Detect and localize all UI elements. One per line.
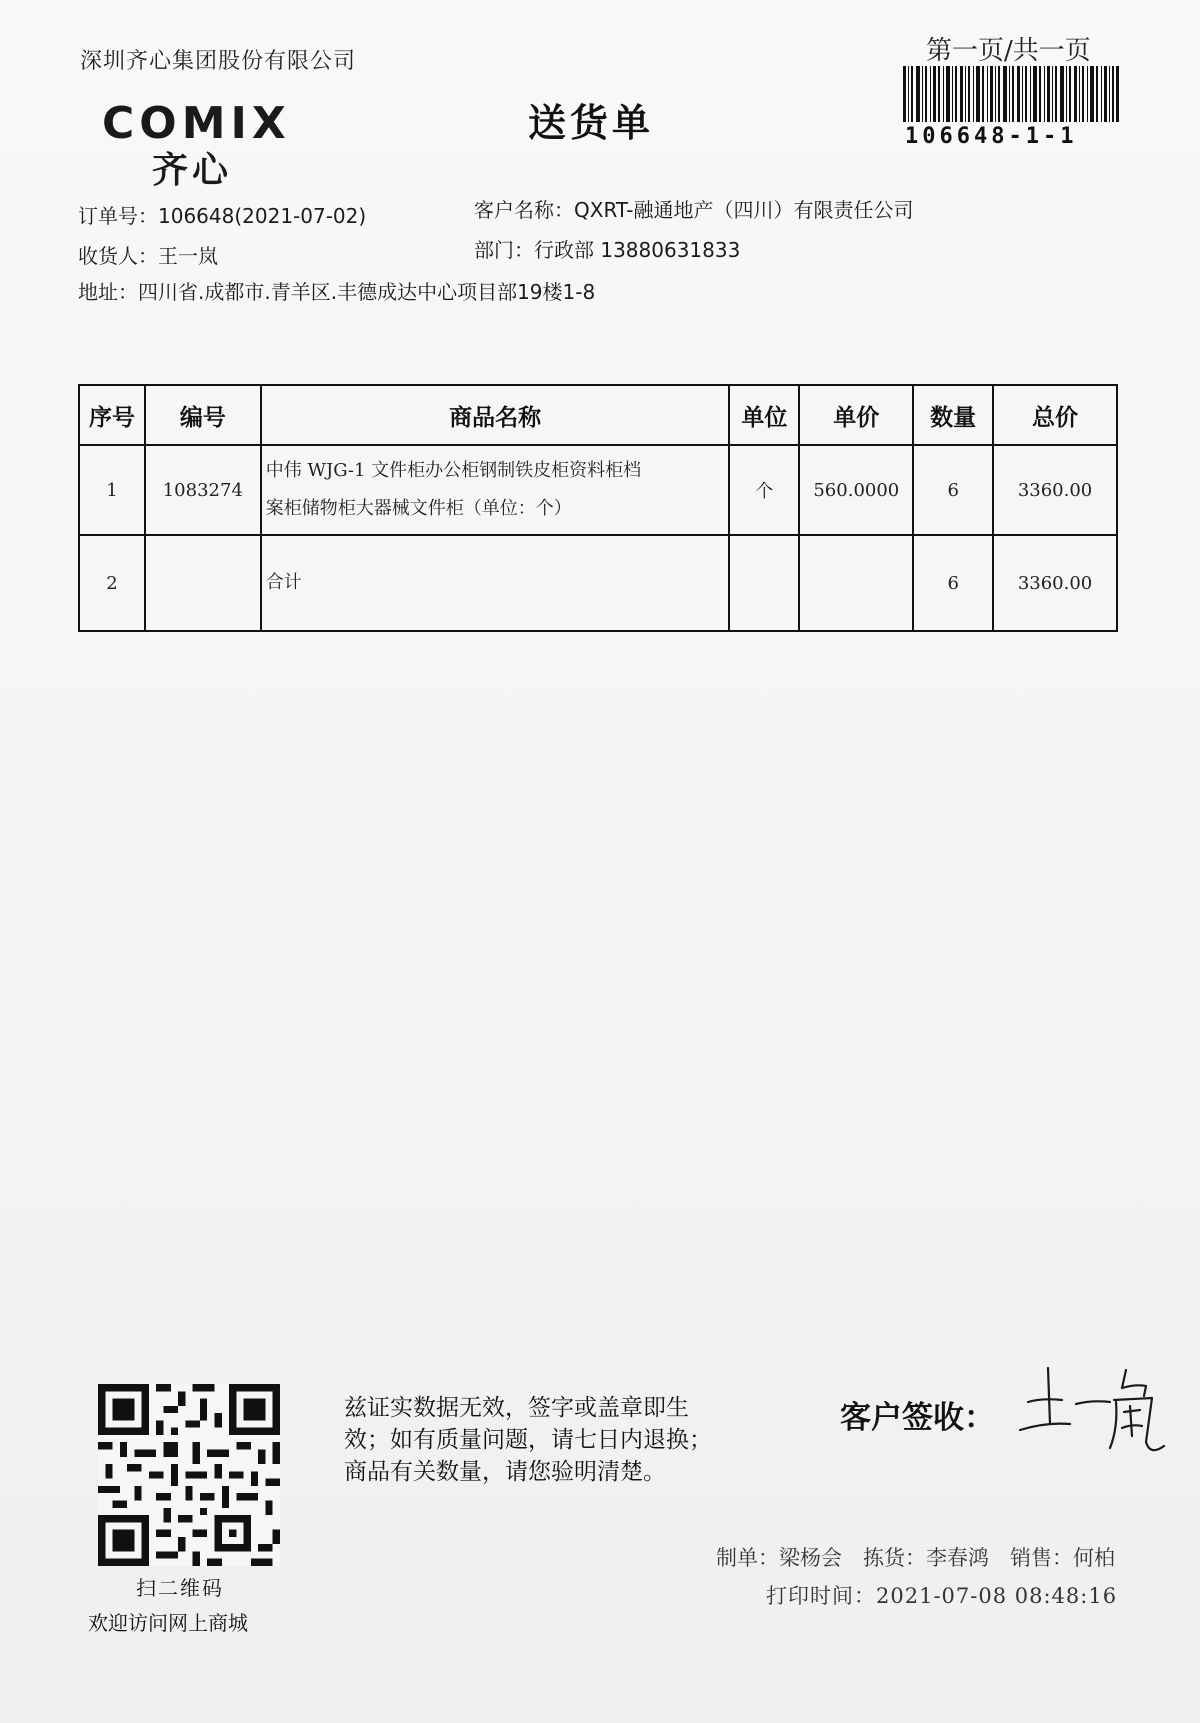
notice-line: 效；如有质量问题，请七日内退换； bbox=[344, 1427, 712, 1453]
table-row bbox=[79, 445, 1117, 535]
cell-name: 合计 bbox=[261, 535, 730, 631]
col-header-qty: 数量 bbox=[913, 385, 993, 445]
col-header-code: 编号 bbox=[145, 385, 261, 445]
cell-unit bbox=[729, 535, 799, 631]
cell-name-line2: 案柜储物柜大器械文件柜（单位：个） bbox=[265, 498, 572, 519]
qr-code bbox=[98, 1384, 280, 1566]
cell-qty: 6 bbox=[913, 445, 993, 535]
col-header-price: 单价 bbox=[799, 385, 913, 445]
items-table bbox=[78, 384, 1118, 632]
comix-logo: COMIX bbox=[102, 98, 291, 149]
col-header-unit: 单位 bbox=[729, 385, 799, 445]
notice-line: 商品有关数量，请您验明清楚。 bbox=[344, 1459, 666, 1485]
table-row-total bbox=[79, 535, 1117, 631]
table-header-row bbox=[79, 385, 1117, 445]
company-name: 深圳齐心集团股份有限公司 bbox=[80, 49, 357, 74]
cell-code bbox=[145, 535, 261, 631]
notice-text bbox=[344, 1392, 754, 1488]
cell-price: 560.0000 bbox=[799, 445, 913, 535]
cell-code: 1083274 bbox=[145, 445, 261, 535]
cell-total: 3360.00 bbox=[993, 445, 1117, 535]
order-number: 订单号：106648(2021-07-02) bbox=[78, 204, 367, 228]
customer-sign-label: 客户签收： bbox=[840, 1400, 995, 1436]
barcode bbox=[903, 66, 1119, 122]
department: 部门：行政部 13880631833 bbox=[474, 238, 741, 262]
comix-logo-chinese: 齐心 bbox=[152, 150, 233, 191]
cell-price bbox=[799, 535, 913, 631]
col-header-name: 商品名称 bbox=[261, 385, 730, 445]
cell-seq: 2 bbox=[79, 535, 145, 631]
cell-unit: 个 bbox=[729, 445, 799, 535]
handwritten-signature bbox=[1018, 1362, 1168, 1460]
cell-name bbox=[261, 445, 730, 535]
staff-line: 制单：梁杨会 拣货：李春鸿 销售：何柏 bbox=[716, 1546, 1115, 1570]
col-header-seq: 序号 bbox=[79, 385, 145, 445]
address: 地址：四川省.成都市.青羊区.丰德成达中心项目部19楼1-8 bbox=[78, 280, 596, 304]
receiver: 收货人：王一岚 bbox=[78, 244, 218, 268]
barcode-number: 106648-1-1 bbox=[905, 124, 1078, 149]
cell-total: 3360.00 bbox=[993, 535, 1117, 631]
page-count: 第一页/共一页 bbox=[926, 36, 1091, 66]
cell-qty: 6 bbox=[913, 535, 993, 631]
print-time: 打印时间：2021-07-08 08:48:16 bbox=[766, 1584, 1118, 1608]
customer-name: 客户名称：QXRT-融通地产（四川）有限责任公司 bbox=[474, 198, 914, 222]
cell-seq: 1 bbox=[79, 445, 145, 535]
col-header-total: 总价 bbox=[993, 385, 1117, 445]
document-title: 送货单 bbox=[528, 101, 655, 145]
qr-caption: 扫二维码 bbox=[136, 1576, 224, 1600]
cell-name-line1: 中伟 WJG-1 文件柜办公柜钢制铁皮柜资料柜档 bbox=[265, 460, 642, 481]
qr-caption-mall: 欢迎访问网上商城 bbox=[88, 1611, 248, 1635]
notice-line: 兹证实数据无效，签字或盖章即生 bbox=[344, 1395, 689, 1421]
